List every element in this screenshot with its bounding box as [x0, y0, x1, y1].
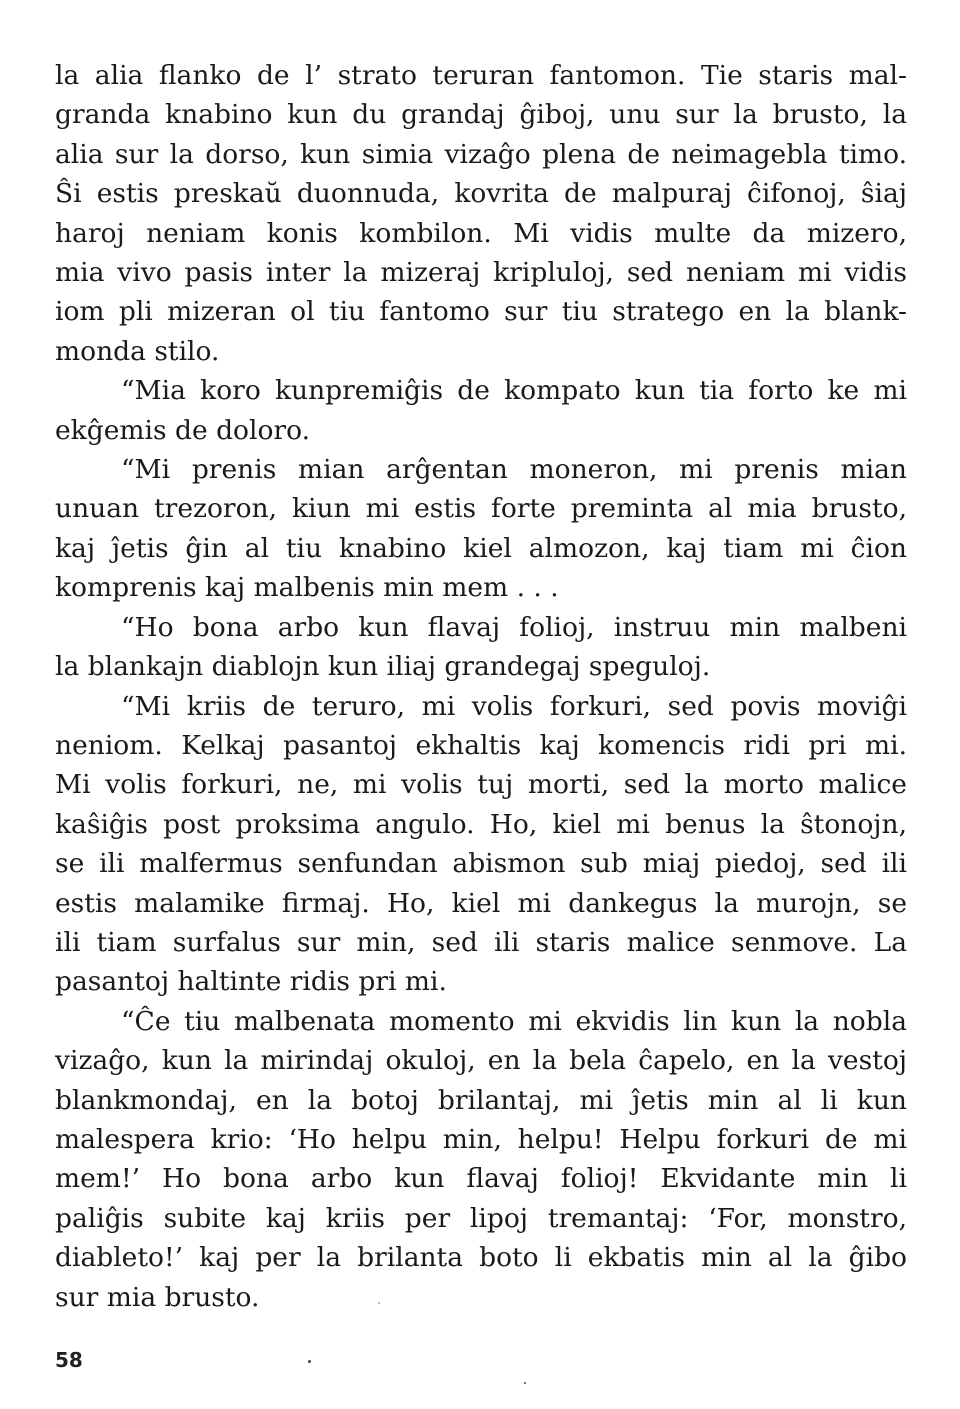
text-line: iom pli mizeran ol tiu fantomo sur tiu stratego en la blank- [55, 296, 907, 328]
text-line: “Mi kriis de teruro, mi volis forkuri, sed povis moviĝi [121, 690, 907, 722]
text-line: “Ĉe tiu malbenata momento mi ekvidis lin kun la nobla [121, 1005, 907, 1037]
text-line: malespera krio: ‘Ho helpu min, helpu! Helpu forkuri de mi [55, 1123, 907, 1155]
text-line: Ŝi estis preskaŭ duonnuda, kovrita de malpuraj ĉifonoj, ŝiaj [55, 178, 907, 210]
text-line: la alia flanko de l’ strato teruran fantomon. Tie staris mal- [55, 60, 907, 91]
text-line: kaŝiĝis post proksima angulo. Ho, kiel mi benus la ŝtonojn, [55, 808, 907, 840]
text-line: komprenis kaj malbenis min mem . . . [55, 572, 559, 604]
text-line: se ili malfermus senfundan abismon sub miaj piedoj, sed ili [55, 848, 907, 880]
text-line: paliĝis subite kaj kriis per lipoj tremantaj: ‘For, monstro, [55, 1202, 907, 1234]
print-speck [524, 1382, 526, 1384]
text-line: diableto!’ kaj per la brilanta boto li ekbatis min al la ĝibo [55, 1242, 907, 1274]
text-line: haroj neniam konis kombilon. Mi vidis multe da mizero, [55, 217, 907, 249]
text-line: estis malamike firmaj. Ho, kiel mi dankegus la murojn, se [55, 887, 907, 919]
text-line: vizaĝo, kun la mirindaj okuloj, en la bela ĉapelo, en la vestoj [55, 1045, 907, 1077]
print-speck [308, 1360, 311, 1363]
text-line: granda knabino kun du grandaj ĝiboj, unu sur la brusto, la [55, 99, 907, 131]
text-line: “Mi prenis mian arĝentan moneron, mi prenis mian [121, 454, 907, 486]
text-line: ili tiam surfalus sur min, sed ili staris malice senmove. La [55, 926, 907, 958]
text-line: mem!’ Ho bona arbo kun flavaj folioj! Ekvidante min li [55, 1163, 907, 1195]
text-line: ekĝemis de doloro. [55, 414, 311, 446]
text-line: alia sur la dorso, kun simia vizaĝo plena de neimagebla timo. [55, 138, 907, 170]
paragraph [55, 450, 907, 608]
page-body [55, 56, 907, 1317]
paragraph [55, 1002, 907, 1317]
text-line: Mi volis forkuri, ne, mi volis tuj morti, sed la morto malice [55, 769, 907, 801]
text-line: blankmondaj, en la botoj brilantaj, mi ĵetis min al li kun [55, 1084, 907, 1116]
paragraph [55, 371, 907, 450]
print-speck [378, 1302, 380, 1304]
paragraph [55, 608, 907, 687]
text-line: “Mia koro kunpremiĝis de kompato kun tia forto ke mi [121, 375, 907, 407]
text-line: neniom. Kelkaj pasantoj ekhaltis kaj komencis ridi pri mi. [55, 729, 907, 761]
text-line: “Ho bona arbo kun flavaj folioj, instruu min malbeni [121, 611, 907, 643]
text-line: kaj ĵetis ĝin al tiu knabino kiel almozon, kaj tiam mi ĉion [55, 532, 907, 564]
paragraph [55, 56, 907, 371]
text-line: la blankajn diablojn kun iliaj grandegaj speguloj. [55, 651, 711, 683]
text-line: mia vivo pasis inter la mizeraj kripluloj, sed neniam mi vidis [55, 257, 907, 289]
text-line: sur mia brusto. [55, 1281, 260, 1313]
text-line: pasantoj haltinte ridis pri mi. [55, 966, 447, 998]
text-line: unuan trezoron, kiun mi estis forte preminta al mia brusto, [55, 493, 907, 525]
paragraph [55, 687, 907, 1002]
text-line: monda stilo. [55, 335, 220, 367]
page-number: 58 [55, 1348, 83, 1372]
